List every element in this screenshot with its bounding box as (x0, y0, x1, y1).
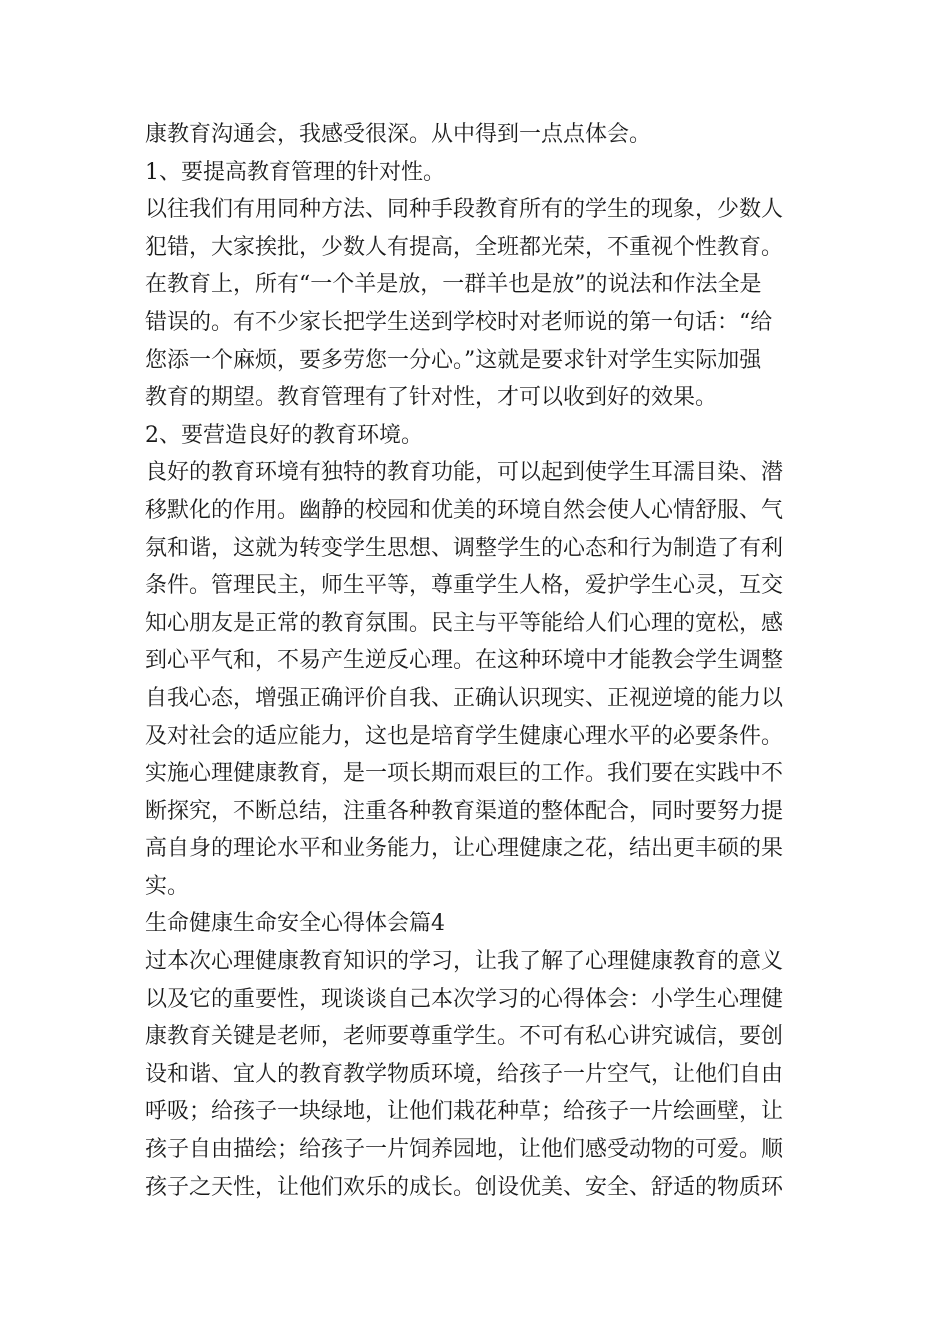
text-line: 孩子之天性，让他们欢乐的成长。创设优美、安全、舒适的物质环 (145, 1174, 784, 1200)
text-line: 在教育上，所有“一个羊是放，一群羊也是放”的说法和作法全是 (145, 272, 762, 298)
text-line: 呼吸；给孩子一块绿地，让他们栽花种草；给孩子一片绘画壁，让 (145, 1099, 784, 1125)
text-line: 以往我们有用同种方法、同种手段教育所有的学生的现象，少数人 (145, 197, 784, 223)
text-line: 实。 (145, 873, 190, 899)
text-line: 知心朋友是正常的教育氛围。民主与平等能给人们心理的宽松，感 (145, 610, 784, 636)
text-line: 实施心理健康教育，是一项长期而艰巨的工作。我们要在实践中不 (145, 761, 784, 787)
text-line: 错误的。有不少家长把学生送到学校时对老师说的第一句话：“给 (145, 309, 773, 335)
text-line: 孩子自由描绘；给孩子一片饲养园地，让他们感受动物的可爱。顺 (145, 1137, 784, 1163)
text-line: 条件。管理民主，师生平等，尊重学生人格，爱护学生心灵，互交 (145, 573, 784, 599)
text-line: 断探究，不断总结，注重各种教育渠道的整体配合，同时要努力提 (145, 798, 784, 824)
document-body (145, 116, 810, 1206)
text-line: 氛和谐，这就为转变学生思想、调整学生的心态和行为制造了有利 (145, 535, 784, 561)
text-line: 及对社会的适应能力，这也是培育学生健康心理水平的必要条件。 (145, 723, 784, 749)
section-heading: 1、要提高教育管理的针对性。 (145, 159, 445, 185)
text-line: 设和谐、宜人的教育教学物质环境，给孩子一片空气，让他们自由 (145, 1061, 784, 1087)
text-line: 教育的期望。教育管理有了针对性，才可以收到好的效果。 (145, 385, 718, 411)
text-line: 您添一个麻烦，要多劳您一分心。”这就是要求针对学生实际加强 (145, 347, 762, 373)
text-line: 过本次心理健康教育知识的学习，让我了解了心理健康教育的意义 (145, 949, 784, 975)
article-title: 生命健康生命安全心得体会篇4 (145, 911, 445, 937)
text-line: 自我心态，增强正确评价自我、正确认识现实、正视逆境的能力以 (145, 685, 784, 711)
text-line: 康教育关键是老师，老师要尊重学生。不可有私心讲究诚信，要创 (145, 1024, 784, 1050)
text-line: 以及它的重要性，现谈谈自己本次学习的心得体会：小学生心理健 (145, 986, 784, 1012)
text-line: 犯错，大家挨批，少数人有提高，全班都光荣，不重视个性教育。 (145, 234, 784, 260)
text-line: 康教育沟通会，我感受很深。从中得到一点点体会。 (145, 122, 652, 147)
section-heading: 2、要营造良好的教育环境。 (145, 422, 423, 448)
text-line: 到心平气和，不易产生逆反心理。在这种环境中才能教会学生调整 (145, 648, 784, 674)
text-line: 移默化的作用。幽静的校园和优美的环境自然会使人心情舒服、气 (145, 497, 784, 523)
text-line: 良好的教育环境有独特的教育功能，可以起到使学生耳濡目染、潜 (145, 460, 784, 486)
text-line: 高自身的理论水平和业务能力，让心理健康之花，结出更丰硕的果 (145, 836, 784, 862)
